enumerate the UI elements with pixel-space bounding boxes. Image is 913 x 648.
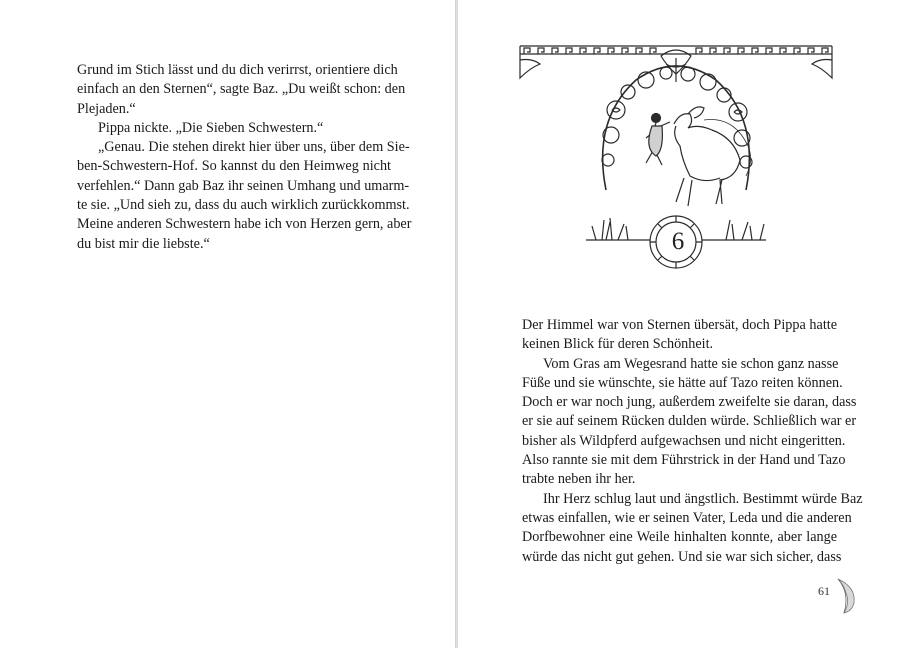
- right-page-text: [522, 316, 863, 567]
- text-line: Der Himmel war von Sternen übersät, doch Pippa hatte: [522, 317, 837, 333]
- chapter-number: 6: [671, 228, 685, 255]
- text-line: verfehlen.“ Dann gab Baz ihr seinen Umhang und umarm-: [77, 177, 410, 194]
- text-line: Grund im Stich lässt und du dich verirrst, orientiere dich: [77, 62, 398, 78]
- feather-icon: [830, 575, 860, 615]
- text-line: Doch er war noch jung, außerdem zweifelte sie daran, dass: [522, 394, 857, 411]
- text-line: er sie auf seinem Rücken dulden würde. Schließlich war er: [522, 413, 857, 430]
- book-gutter: [455, 0, 458, 648]
- text-line: te sie. „Und sieh zu, dass du auch wirklich zurückkommst.: [77, 197, 410, 214]
- text-line: Dorfbewohner eine Weile hinhalten konnte, aber lange: [522, 529, 837, 546]
- text-line: Pippa nickte. „Die Sieben Schwestern.“: [98, 119, 324, 136]
- text-line: Also rannte sie mit dem Führstrick in der Hand und Tazo: [522, 452, 846, 469]
- text-line: „Genau. Die stehen direkt hier über uns, über dem Sie-: [98, 139, 410, 156]
- text-line: du bist mir die liebste.“: [77, 235, 210, 252]
- text-line: keinen Blick für deren Schönheit.: [522, 336, 714, 353]
- text-line: bisher als Wildpferd aufgewachsen und nicht eingeritten.: [522, 432, 846, 449]
- text-line: etwas einfallen, wie er seinen Vater, Leda und die anderen: [522, 509, 852, 526]
- text-line: Vom Gras am Wegesrand hatte sie schon ganz nasse: [543, 355, 839, 372]
- text-line: Ihr Herz schlug laut und ängstlich. Bestimmt würde Baz: [543, 490, 863, 507]
- text-line: Plejaden.“: [77, 100, 136, 117]
- text-line: Meine anderen Schwestern habe ich von Herzen gern, aber: [77, 216, 412, 233]
- text-line: ben-Schwestern-Hof. So kannst du den Heimweg nicht: [77, 158, 391, 175]
- left-page-text: [77, 61, 412, 254]
- text-line: einfach an den Sternen“, sagte Baz. „Du weißt schon: den: [77, 81, 406, 98]
- page-number: 61: [818, 584, 830, 598]
- text-line: trabte neben ihr her.: [522, 471, 636, 488]
- text-line: würde das nicht gut gehen. Und sie war sich sicher, dass: [522, 548, 842, 565]
- text-line: Füße und sie wünschte, sie hätte auf Tazo reiten können.: [522, 374, 843, 391]
